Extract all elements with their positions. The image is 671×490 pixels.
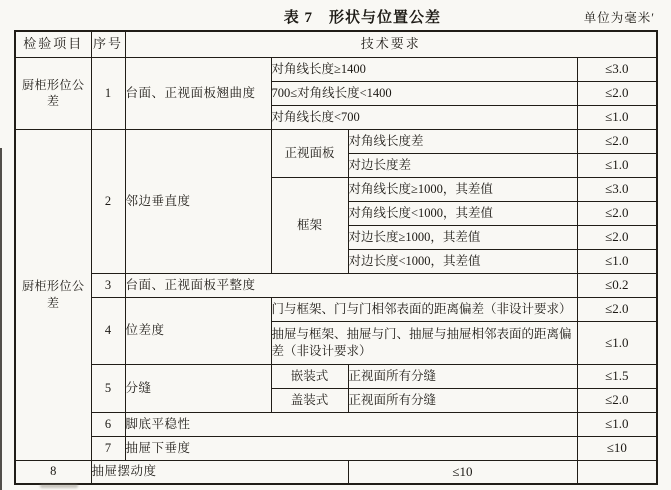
tolerance-value-cell: ≤2.0 — [577, 129, 657, 153]
tolerance-value-cell: ≤1.5 — [577, 364, 657, 388]
serial-cell: 1 — [91, 57, 125, 129]
requirement-cell: 对边长度<1000，其差值 — [348, 249, 577, 273]
item-name-cell: 台面、正视面板平整度 — [125, 273, 577, 297]
header-technical-requirement: 技术要求 — [125, 31, 657, 57]
serial-cell: 6 — [91, 412, 125, 436]
serial-cell: 5 — [91, 364, 125, 412]
requirement-cell: 正视面所有分缝 — [348, 388, 577, 412]
tolerance-value-cell: ≤1.0 — [577, 105, 657, 129]
tolerance-value-cell: ≤3.0 — [577, 57, 657, 81]
requirement-cell: 700≤对角线长度<1400 — [271, 81, 577, 105]
serial-cell: 3 — [91, 273, 125, 297]
tolerance-value-cell: ≤1.0 — [577, 321, 657, 364]
requirement-cell: 对边长度差 — [348, 153, 577, 177]
table-row — [15, 273, 657, 297]
item-name-cell: 台面、正视面板翘曲度 — [125, 57, 271, 129]
table-row — [15, 436, 657, 460]
tolerance-table — [14, 30, 658, 485]
table-header-row — [15, 31, 657, 57]
item-name-cell: 抽屉摆动度 — [91, 460, 348, 484]
serial-cell: 4 — [91, 297, 125, 364]
table-row — [15, 297, 657, 321]
requirement-cell: 正视面所有分缝 — [348, 364, 577, 388]
item-name-cell: 脚底平稳性 — [125, 412, 577, 436]
tolerance-value-cell: ≤3.0 — [577, 177, 657, 201]
caption-band — [0, 0, 671, 30]
sub-group-cell: 嵌装式 — [271, 364, 348, 388]
tolerance-value-cell: ≤1.0 — [577, 412, 657, 436]
scan-artifact — [40, 484, 78, 488]
serial-cell: 8 — [15, 460, 91, 484]
requirement-cell: 对边长度≥1000，其差值 — [348, 225, 577, 249]
requirement-cell: 对角线长度差 — [348, 129, 577, 153]
requirement-cell: 门与框架、门与门相邻表面的距离偏差（非设计要求） — [271, 297, 577, 321]
table-row — [15, 57, 657, 81]
header-inspection-item: 检验项目 — [15, 31, 91, 57]
category-cell-main: 厨柜形位公差 — [15, 129, 91, 460]
sub-group-cell: 框架 — [271, 177, 348, 273]
tolerance-value-cell: ≤0.2 — [577, 273, 657, 297]
tolerance-value-cell: ≤2.0 — [577, 81, 657, 105]
header-serial-no: 序号 — [91, 31, 125, 57]
tolerance-value-cell: ≤2.0 — [577, 201, 657, 225]
sub-group-cell: 盖装式 — [271, 388, 348, 412]
item-name-cell: 分缝 — [125, 364, 271, 412]
requirement-cell: 对角线长度<700 — [271, 105, 577, 129]
requirement-cell: 对角线长度<1000，其差值 — [348, 201, 577, 225]
item-name-cell: 抽屉下垂度 — [125, 436, 577, 460]
tolerance-value-cell: ≤10 — [577, 436, 657, 460]
requirement-cell: 抽屉与框架、抽屉与门、抽屉与抽屉相邻表面的距离偏差（非设计要求） — [271, 321, 577, 364]
serial-cell: 7 — [91, 436, 125, 460]
item-name-cell: 位差度 — [125, 297, 271, 364]
unit-note: 单位为毫米′ — [583, 11, 655, 25]
table-row — [15, 129, 657, 153]
scan-edge-shadow — [0, 148, 2, 490]
table-row — [15, 412, 657, 436]
category-cell-top: 厨柜形位公差 — [15, 57, 91, 129]
requirement-cell: 对角线长度≥1400 — [271, 57, 577, 81]
sub-group-cell: 正视面板 — [271, 129, 348, 177]
tolerance-value-cell: ≤2.0 — [577, 225, 657, 249]
table-row — [15, 460, 657, 484]
requirement-cell: 对角线长度≥1000，其差值 — [348, 177, 577, 201]
item-name-cell: 邻边垂直度 — [125, 129, 271, 273]
table-title: 表 7 形状与位置公差 — [283, 10, 441, 26]
table-row — [15, 364, 657, 388]
tolerance-value-cell: ≤2.0 — [577, 388, 657, 412]
tolerance-value-cell: ≤1.0 — [577, 249, 657, 273]
tolerance-value-cell: ≤10 — [348, 460, 577, 484]
tolerance-value-cell: ≤2.0 — [577, 297, 657, 321]
tolerance-value-cell: ≤1.0 — [577, 153, 657, 177]
serial-cell: 2 — [91, 129, 125, 273]
